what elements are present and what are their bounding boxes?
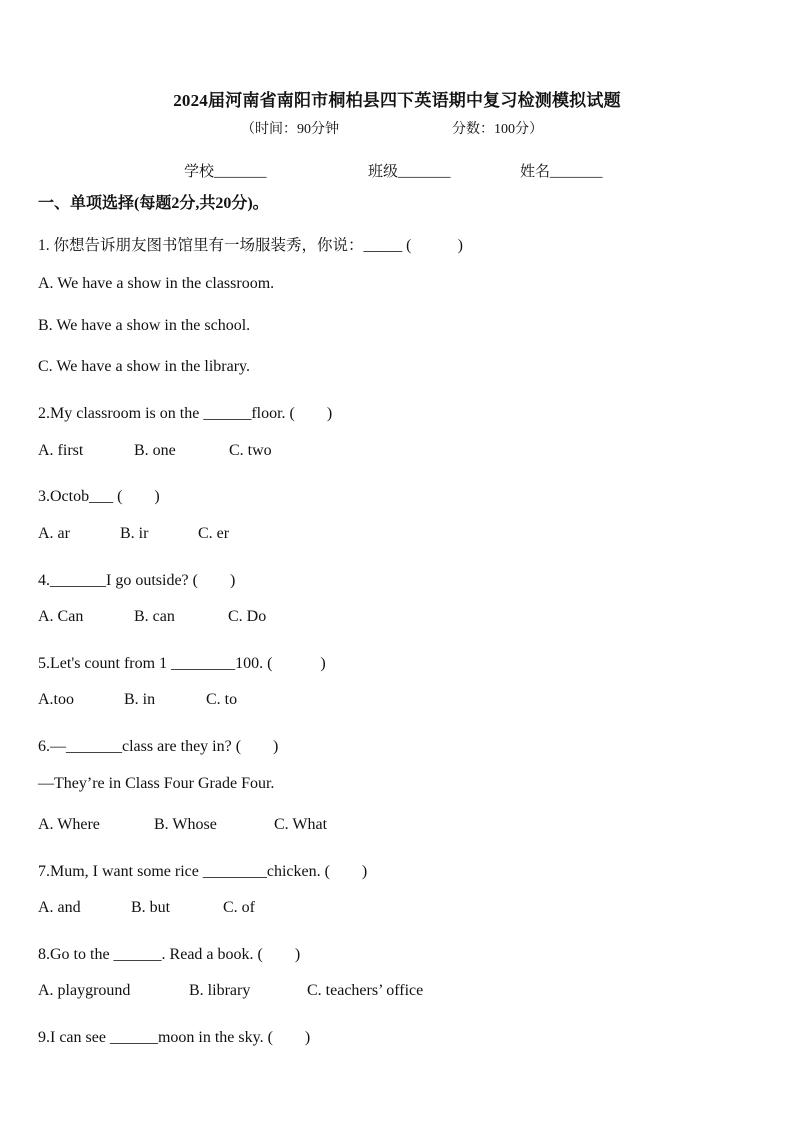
option-c: C. Do	[228, 608, 267, 625]
option-a: A. and	[38, 899, 81, 916]
option-a: A. playground	[38, 982, 131, 999]
total-score: 分数：100分）	[452, 122, 543, 137]
question-4-stem: 4._______I go outside? ( )	[38, 572, 236, 589]
option-b: B. ir	[120, 525, 149, 542]
question-5-options	[38, 691, 237, 709]
question-1-option-a: A. We have a show in the classroom.	[38, 275, 275, 292]
school-field: 学校_______	[184, 164, 267, 180]
option-b: B. can	[134, 608, 175, 625]
option-a: A.too	[38, 691, 74, 708]
option-a: A. Can	[38, 608, 84, 625]
question-6-stem: 6.—_______class are they in? ( )	[38, 738, 279, 755]
question-8-stem: 8.Go to the ______. Read a book. ( )	[38, 946, 301, 963]
question-8-options	[38, 982, 423, 1000]
question-5-stem: 5.Let's count from 1 ________100. ( )	[38, 655, 326, 672]
question-1-option-b: B. We have a show in the school.	[38, 317, 251, 334]
question-3-options	[38, 525, 229, 543]
option-a: A. ar	[38, 525, 70, 542]
option-c: C. two	[229, 442, 272, 459]
option-b: B. Whose	[154, 816, 217, 833]
option-b: B. one	[134, 442, 176, 459]
question-3-stem: 3.Octob___ ( )	[38, 488, 160, 505]
option-c: C. teachers’ office	[307, 982, 424, 999]
option-b: B. in	[124, 691, 156, 708]
question-7-stem: 7.Mum, I want some rice ________chicken. ( )	[38, 863, 368, 880]
question-4-options	[38, 608, 266, 626]
option-c: C. What	[274, 816, 328, 833]
option-b: B. library	[189, 982, 251, 999]
class-field: 班级_______	[368, 164, 451, 180]
question-1-stem: 1. 你想告诉朋友图书馆里有一场服装秀，你说：_____ ( )	[38, 237, 463, 254]
time-limit: （时间：90分钟	[241, 122, 339, 137]
name-field: 姓名_______	[520, 164, 603, 180]
exam-title: 2024届河南省南阳市桐柏县四下英语期中复习检测模拟试题	[173, 91, 621, 110]
section-title: 一、单项选择(每题2分,共20分)。	[38, 195, 269, 212]
option-c: C. er	[198, 525, 230, 542]
option-c: C. to	[206, 691, 238, 708]
option-c: C. of	[223, 899, 255, 916]
option-b: B. but	[131, 899, 171, 916]
option-a: A. first	[38, 442, 84, 459]
option-a: A. Where	[38, 816, 100, 833]
question-2-options	[38, 442, 272, 460]
question-6-answer-line: —They’re in Class Four Grade Four.	[38, 775, 275, 792]
question-6-options	[38, 816, 327, 834]
question-7-options	[38, 899, 255, 917]
question-9-stem: 9.I can see ______moon in the sky. ( )	[38, 1029, 311, 1046]
question-1-option-c: C. We have a show in the library.	[38, 358, 250, 375]
question-2-stem: 2.My classroom is on the ______floor. ( )	[38, 405, 333, 422]
